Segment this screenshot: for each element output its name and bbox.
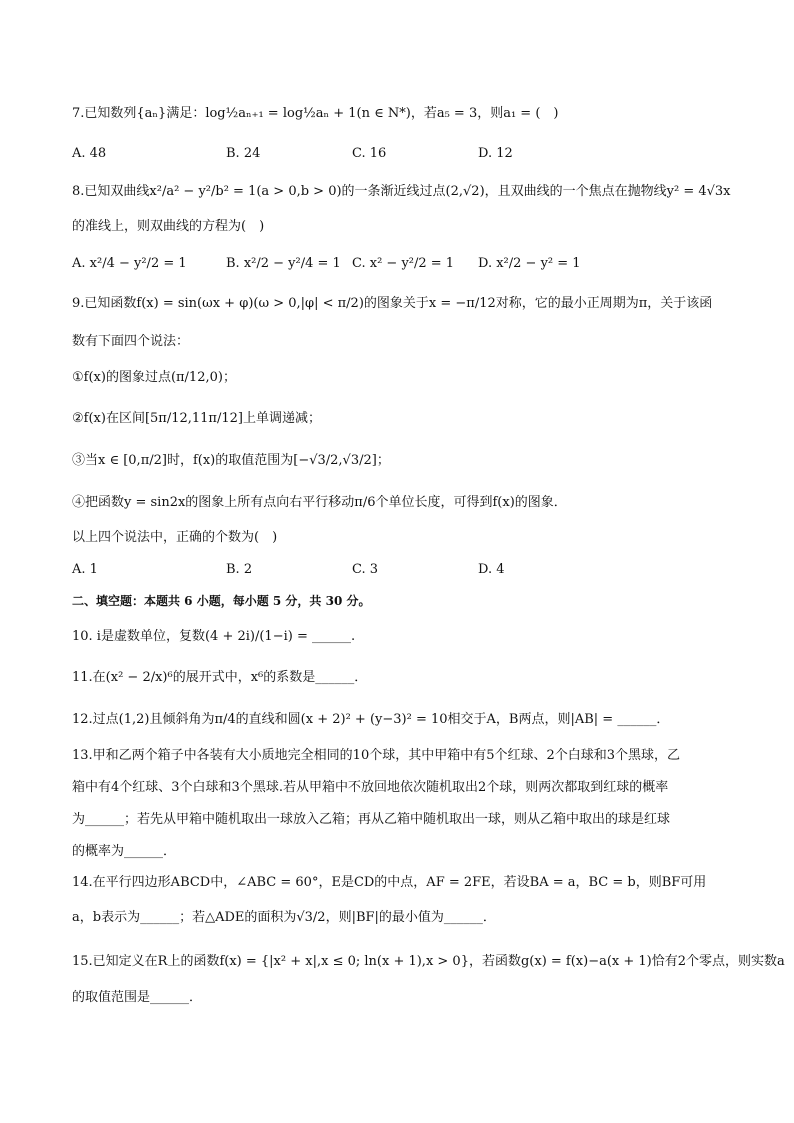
- section-2-heading: 二、填空题：本题共 6 小题，每小题 5 分，共 30 分。: [72, 594, 371, 608]
- q15-line-2: 的取值范围是______．: [72, 990, 203, 1005]
- q10: 10. i是虚数单位，复数(4 + 2i)/(1−i) = ______.: [72, 629, 356, 644]
- q8-option-b: B. x²/2 − y²/4 = 1: [226, 256, 341, 271]
- q8-option-a: A. x²/4 − y²/2 = 1: [72, 256, 187, 271]
- q7-option-d: D. 12: [478, 146, 513, 161]
- q13-line-3: 为______；若先从甲箱中随机取出一球放入乙箱；再从乙箱中随机取出一球，则从乙箱中取出的球是红球: [72, 812, 671, 827]
- q8-option-c: C. x² − y²/2 = 1: [352, 256, 455, 271]
- q7-option-b: B. 24: [226, 146, 261, 161]
- q7-option-c: C. 16: [352, 146, 387, 161]
- q8-option-d: D. x²/2 − y² = 1: [478, 256, 581, 271]
- q9-option-c: C. 3: [352, 562, 379, 577]
- q9-option-a: A. 1: [72, 562, 98, 577]
- q14-line-1: 14.在平行四边形ABCD中，∠ABC = 60°，E是CD的中点，AF = 2FE，若设BA = a，BC = b，则BF可用: [72, 875, 707, 890]
- q15-line-1: 15.已知定义在R上的函数f(x) = {|x² + x|,x ≤ 0; ln(x + 1),x > 0}，若函数g(x) = f(x)−a(x + 1)恰有2个零点，则实数a: [72, 954, 785, 969]
- q7-stem: 7.已知数列{aₙ}满足：log½aₙ₊₁ = log½aₙ + 1(n ∈ N*)，若a₅ = 3，则a₁ = ( ): [72, 106, 559, 121]
- q13-line-2: 箱中有4个红球、3个白球和3个黑球.若从甲箱中不放回地依次随机取出2个球，则两次都取到红球的概率: [72, 780, 669, 795]
- q14-line-2: a，b表示为______；若△ADE的面积为√3/2，则|BF|的最小值为______．: [72, 910, 496, 925]
- q12: 12.过点(1,2)且倾斜角为π/4的直线和圆(x + 2)² + (y−3)² = 10相交于A，B两点，则|AB| = ______．: [72, 712, 670, 727]
- q11: 11.在(x² − 2/x)⁶的展开式中，x⁶的系数是______．: [72, 670, 368, 685]
- q13-line-4: 的概率为______．: [72, 844, 177, 859]
- q9-statement-1: ①f(x)的图象过点(π/12,0)；: [72, 370, 236, 385]
- q8-line-2: 的准线上，则双曲线的方程为( ): [72, 219, 265, 234]
- q9-statement-3: ③当x ∈ [0,π/2]时，f(x)的取值范围为[−√3/2,√3/2]；: [72, 453, 390, 468]
- q9-line-1: 9.已知函数f(x) = sin(ωx + φ)(ω > 0,|φ| < π/2)的图象关于x = −π/12对称，它的最小正周期为π，关于该函: [72, 296, 713, 311]
- q9-line-2: 数有下面四个说法：: [72, 334, 190, 349]
- q8-line-1: 8.已知双曲线x²/a² − y²/b² = 1(a > 0,b > 0)的一条渐近线过点(2,√2)，且双曲线的一个焦点在抛物线y² = 4√3x: [72, 184, 731, 199]
- q9-option-b: B. 2: [226, 562, 253, 577]
- q9-statement-2: ②f(x)在区间[5π/12,11π/12]上单调递减；: [72, 411, 321, 426]
- q13-line-1: 13.甲和乙两个箱子中各装有大小质地完全相同的10个球，其中甲箱中有5个红球、2个白球和3个黑球，乙: [72, 748, 681, 763]
- q7-option-a: A. 48: [72, 146, 107, 161]
- q9-statement-4: ④把函数y = sin2x的图象上所有点向右平行移动π/6个单位长度，可得到f(x)的图象．: [72, 495, 567, 510]
- q9-line-3: 以上四个说法中，正确的个数为( ): [72, 530, 278, 545]
- q9-option-d: D. 4: [478, 562, 505, 577]
